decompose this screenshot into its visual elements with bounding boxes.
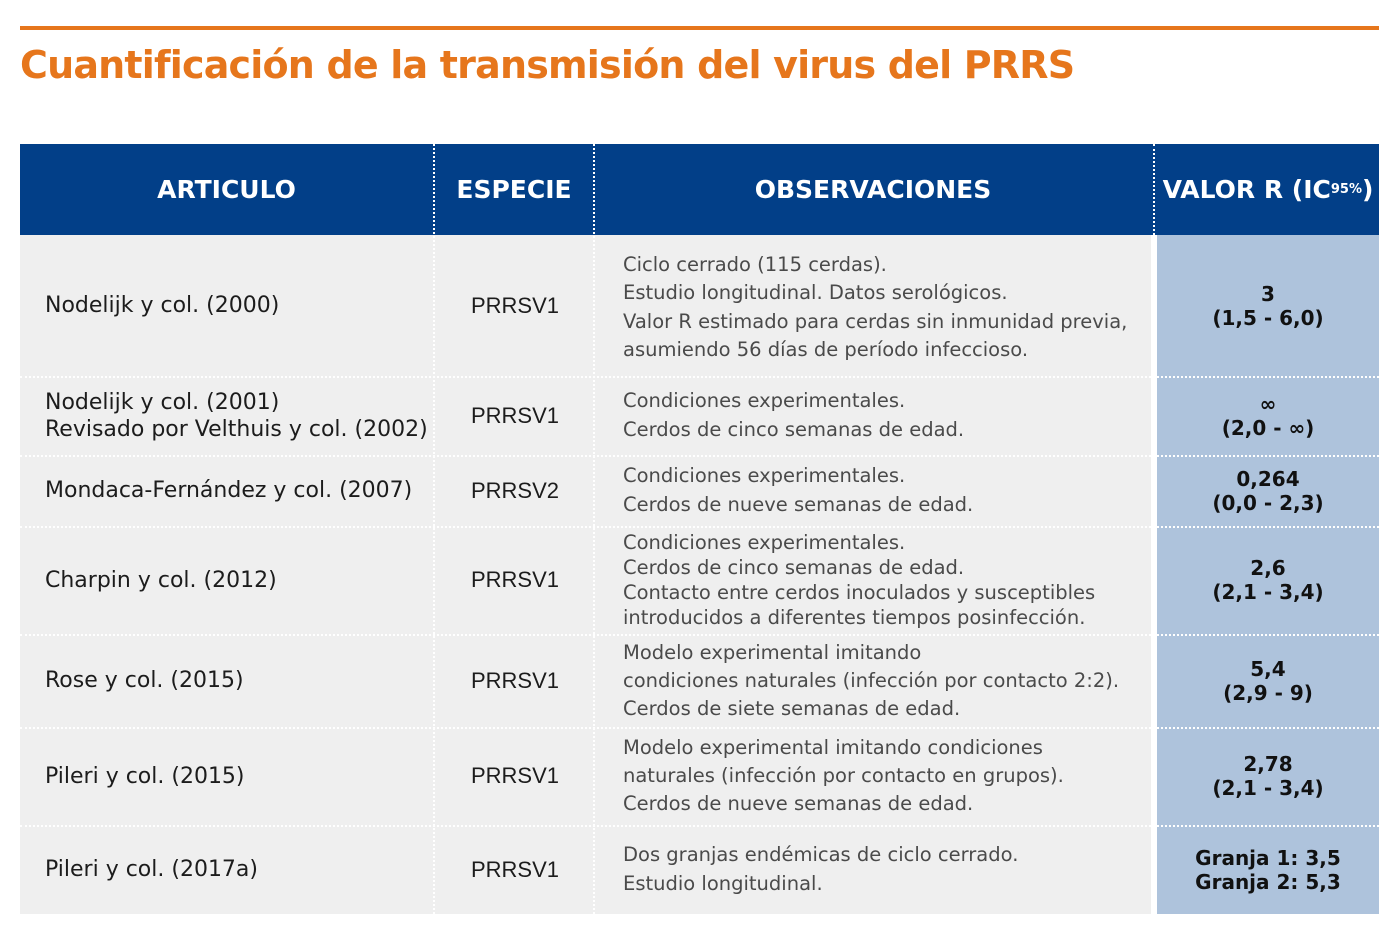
valor-line: Granja 2: 5,3 bbox=[1195, 869, 1341, 894]
observacion-line: Valor R estimado para cerdas sin inmunidad previa, bbox=[623, 309, 1128, 333]
row-5-observaciones bbox=[623, 634, 1143, 727]
row-2-valor-r bbox=[1157, 376, 1379, 455]
observacion-line: introducidos a diferentes tiempos posinfección. bbox=[623, 606, 1086, 629]
row-6-articulo bbox=[45, 727, 440, 825]
row-7-especie: PRRSV1 bbox=[470, 856, 560, 882]
observacion-line: Estudio longitudinal. bbox=[623, 871, 823, 895]
row-5-articulo bbox=[45, 634, 440, 727]
row-4-articulo bbox=[45, 526, 440, 634]
observacion-line: Cerdos de nueve semanas de edad. bbox=[623, 492, 974, 516]
valor-line: (2,1 - 3,4) bbox=[1212, 776, 1324, 800]
row-3-articulo bbox=[45, 455, 440, 526]
valor-line: (2,1 - 3,4) bbox=[1212, 580, 1324, 604]
header-observaciones: OBSERVACIONES bbox=[754, 175, 992, 204]
valor-line: (0,0 - 2,3) bbox=[1212, 490, 1324, 515]
header-valor-subscript: 95% bbox=[1330, 182, 1362, 197]
valor-line: 3 bbox=[1261, 281, 1275, 306]
header-valor-label: VALOR R (IC bbox=[1162, 175, 1331, 204]
row-4-valor-r bbox=[1157, 526, 1379, 634]
articulo-line: Nodelijk y col. (2000) bbox=[45, 293, 280, 318]
header-especie: ESPECIE bbox=[456, 175, 572, 204]
row-7-articulo bbox=[45, 825, 440, 914]
valor-line: 2,78 bbox=[1243, 752, 1293, 776]
articulo-line: Rose y col. (2015) bbox=[45, 668, 244, 693]
observacion-line: Cerdos de cinco semanas de edad. bbox=[623, 417, 965, 441]
valor-line: 5,4 bbox=[1250, 656, 1286, 681]
row-2-articulo bbox=[45, 376, 440, 455]
observacion-line: Contacto entre cerdos inoculados y susceptibles bbox=[623, 581, 1096, 604]
row-6-especie: PRRSV1 bbox=[470, 763, 560, 788]
row-1-especie: PRRSV1 bbox=[470, 292, 560, 318]
row-5-especie: PRRSV1 bbox=[470, 667, 560, 693]
articulo-line: Charpin y col. (2012) bbox=[45, 567, 277, 593]
observacion-line: Dos granjas endémicas de ciclo cerrado. bbox=[623, 843, 1019, 867]
row-4-especie: PRRSV1 bbox=[470, 567, 560, 592]
valor-line: (1,5 - 6,0) bbox=[1212, 305, 1324, 330]
valor-line: (2,9 - 9) bbox=[1223, 680, 1313, 705]
header-articulo: ARTICULO bbox=[157, 175, 296, 204]
row-6-observaciones bbox=[623, 727, 1143, 825]
valor-line: 2,6 bbox=[1250, 556, 1286, 580]
valor-line: 0,264 bbox=[1236, 466, 1300, 491]
header-valor-r bbox=[1157, 144, 1379, 235]
observacion-line: Estudio longitudinal. Datos serológicos. bbox=[623, 281, 1008, 305]
row-2-observaciones bbox=[623, 376, 1143, 455]
page-title: Cuantificación de la transmisión del virus del PRRS bbox=[20, 43, 1075, 87]
articulo-line: Pileri y col. (2015) bbox=[45, 763, 245, 789]
transmission-table bbox=[20, 144, 1379, 914]
header-valor-close: ) bbox=[1361, 175, 1374, 204]
articulo-line: Nodelijk y col. (2001) bbox=[45, 389, 280, 415]
row-7-valor-r bbox=[1157, 825, 1379, 914]
valor-line: ∞ bbox=[1259, 391, 1277, 416]
row-3-observaciones bbox=[623, 455, 1143, 526]
row-3-valor-r bbox=[1157, 455, 1379, 526]
observacion-line: condiciones naturales (infección por contacto 2:2). bbox=[623, 668, 1120, 692]
row-7-observaciones bbox=[623, 825, 1143, 914]
articulo-line: Mondaca-Fernández y col. (2007) bbox=[45, 478, 413, 503]
row-2-especie: PRRSV1 bbox=[470, 402, 560, 428]
observacion-line: Condiciones experimentales. bbox=[623, 464, 906, 488]
observacion-line: Condiciones experimentales. bbox=[623, 389, 906, 413]
row-1-valor-r bbox=[1157, 235, 1379, 376]
column-divider bbox=[1153, 144, 1155, 235]
row-3-especie: PRRSV2 bbox=[470, 477, 560, 503]
row-1-articulo bbox=[45, 235, 440, 376]
observacion-line: Condiciones experimentales. bbox=[623, 531, 906, 554]
observacion-line: Modelo experimental imitando condiciones bbox=[623, 736, 1043, 759]
observacion-line: Cerdos de siete semanas de edad. bbox=[623, 696, 961, 720]
articulo-line: Pileri y col. (2017a) bbox=[45, 857, 258, 882]
valor-line: (2,0 - ∞) bbox=[1221, 415, 1315, 440]
title-rule bbox=[20, 26, 1379, 30]
observacion-line: Ciclo cerrado (115 cerdas). bbox=[623, 252, 887, 276]
row-4-observaciones bbox=[623, 526, 1143, 634]
row-5-valor-r bbox=[1157, 634, 1379, 727]
observacion-line: naturales (infección por contacto en grupos). bbox=[623, 764, 1064, 787]
observacion-line: Cerdos de cinco semanas de edad. bbox=[623, 556, 965, 579]
observacion-line: asumiendo 56 días de período infeccioso. bbox=[623, 337, 1029, 361]
row-6-valor-r bbox=[1157, 727, 1379, 825]
row-1-observaciones bbox=[623, 237, 1143, 378]
observacion-line: Cerdos de nueve semanas de edad. bbox=[623, 792, 974, 815]
articulo-line: Revisado por Velthuis y col. (2002) bbox=[45, 416, 428, 442]
observacion-line: Modelo experimental imitando bbox=[623, 640, 922, 664]
valor-line: Granja 1: 3,5 bbox=[1195, 845, 1341, 870]
